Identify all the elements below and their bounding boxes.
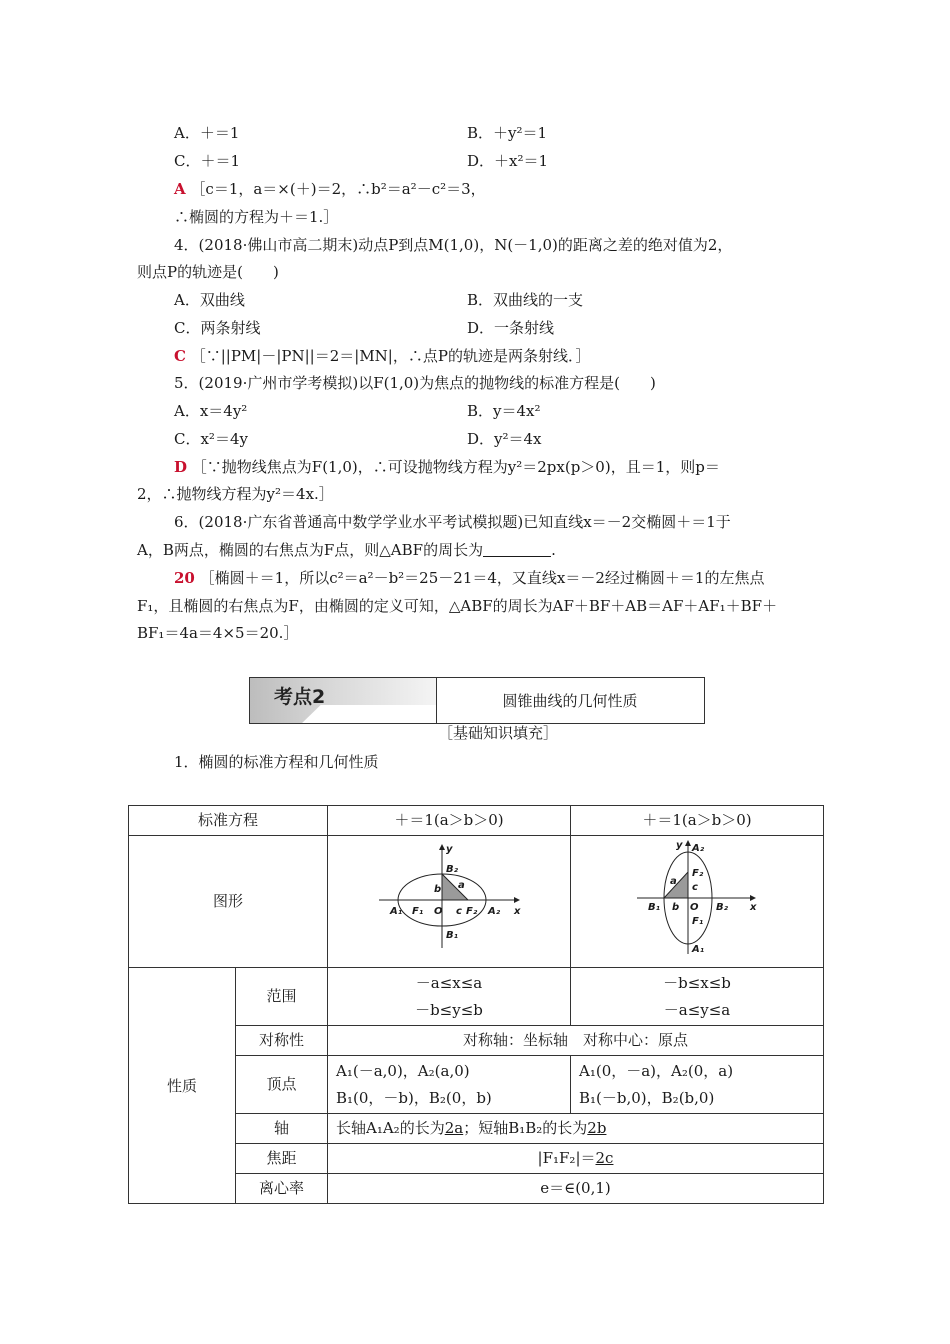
vertex2-b: B₁(－b,0)，B₂(b,0) [579,1088,715,1107]
table-row [129,968,824,1026]
q6-answer-line3: BF₁＝4a＝4×5＝20.］ [137,624,299,642]
range2-x: －b≤x≤b [663,973,731,992]
q5-option-a: A．x＝4y² [174,402,248,420]
symmetry-label-cell: 对称性 [236,1026,328,1056]
vertex-vertical-cell [571,1056,824,1114]
focal-value: 2c [595,1149,614,1167]
q4-stem-line2: 则点P的轨迹是( ) [137,263,279,281]
q6-answer-text: ［椭圆＋＝1，所以c²＝a²－b²＝25－21＝4，又直线x＝－2经过椭圆＋＝1的左焦点 [199,569,765,587]
q6-stem-text: A，B两点，椭圆的右焦点为F点，则△ABF的周长为 [137,541,484,559]
label-a2: A₂ [692,843,705,854]
q3-answer-letter: A [174,180,186,198]
q6-stem-line2 [137,540,556,560]
y-axis-arrow-icon [439,844,445,850]
label-b1: B₁ [446,930,459,941]
q3-option-c: C．＋＝1 [174,152,241,170]
q4-stem-line1: 4．(2018·佛山市高二期末)动点P到点M(1,0)，N(－1,0)的距离之差的绝对值为2， [174,236,733,254]
q3-option-b: B．＋y²＝1 [467,124,548,142]
q5-option-d: D．y²＝4x [467,430,542,448]
symmetry-text-cell: 对称轴：坐标轴 对称中心：原点 [328,1026,824,1056]
focal-text-pre: |F₁F₂|＝ [537,1149,596,1167]
vertical-ellipse-figure [632,838,762,956]
label-x: x [514,906,521,917]
q4-option-c: C．两条射线 [174,319,261,337]
label-f2: F₂ [466,906,478,917]
vertex1-b: B₁(0，－b)，B₂(0，b) [336,1088,492,1107]
axis-text-mid: ；短轴B₁B₂的长为 [463,1119,588,1137]
section-header [249,677,705,724]
graph-vertical-cell [571,836,824,968]
label-a1: A₁ [390,906,403,917]
label-a1: A₁ [692,944,705,955]
equation-vertical: ＋＝1(a＞b＞0) [571,806,824,836]
vertex-label-cell: 顶点 [236,1056,328,1114]
label-c: c [692,882,698,893]
section-item-1: 1．椭圆的标准方程和几何性质 [174,753,379,771]
q5-answer-text: ［∵抛物线焦点为F(1,0)，∴可设抛物线方程为y²＝2px(p＞0)，且＝1，则p＝ [191,458,720,476]
focal-label-cell: 焦距 [236,1144,328,1174]
range-vertical-cell [571,968,824,1026]
y-axis-arrow-icon [685,840,691,846]
x-axis-arrow-icon [514,897,520,903]
q4-option-d: D．一条射线 [467,319,555,337]
section-badge-label: 考点2 [274,686,326,708]
vertex-horizontal-cell [328,1056,571,1114]
q3-option-d: D．＋x²＝1 [467,152,549,170]
section-title: 圆锥曲线的几何性质 [502,692,638,710]
vertex2-a: A₁(0，－a)，A₂(0，a) [579,1061,734,1080]
q4-option-b: B．双曲线的一支 [467,291,584,309]
label-y: y [676,840,683,851]
label-f1: F₁ [412,906,424,917]
range2-y: －a≤y≤a [663,1000,731,1019]
axis-long-value: 2a [444,1119,464,1137]
graph-horizontal-cell [328,836,571,968]
ellipse-properties-table [128,805,824,1204]
q5-answer-line2: 2，∴抛物线方程为y²＝4x.］ [137,485,334,503]
q5-stem: 5．(2019·广州市学考模拟)以F(1,0)为焦点的抛物线的标准方程是( ) [174,374,656,392]
range1-y: －b≤y≤b [415,1000,483,1019]
label-c: c [456,906,462,917]
range-horizontal-cell [328,968,571,1026]
q4-answer [174,346,590,366]
props-label-cell: 性质 [129,968,236,1204]
axis-short-value: 2b [587,1119,607,1137]
label-x: x [750,902,757,913]
q6-answer-line2: F₁，且椭圆的右焦点为F，由椭圆的定义可知，△ABF的周长为AF＋BF＋AB＝AF＋AF₁＋BF＋ [137,597,778,615]
label-f1: F₁ [692,916,704,927]
range1-x: －a≤x≤a [415,973,483,992]
q6-answer-number: 20 [174,569,195,587]
axis-label-cell: 轴 [236,1114,328,1144]
eccentricity-label-cell: 离心率 [236,1174,328,1204]
label-a: a [670,876,677,887]
vertex1-a: A₁(－a,0)，A₂(a,0) [336,1061,470,1080]
q3-option-a: A．＋＝1 [174,124,240,142]
graph-label-cell: 图形 [129,836,328,968]
q6-answer [174,568,764,588]
q6-stem-period: . [551,541,556,559]
q6-stem-line1: 6．(2018·广东省普通高中数学学业水平考试模拟题)已知直线x＝－2交椭圆＋＝1于 [174,513,731,531]
q6-answer-blank[interactable] [483,542,551,557]
q5-option-b: B．y＝4x² [467,402,541,420]
q5-answer-letter: D [174,458,188,476]
table-row [129,806,824,836]
label-b2: B₂ [446,864,459,875]
label-y: y [446,844,453,855]
axis-text-cell [328,1114,824,1144]
x-axis-arrow-icon [750,895,756,901]
q5-option-c: C．x²＝4y [174,430,248,448]
label-f2: F₂ [692,868,704,879]
focal-text-cell [328,1144,824,1174]
q4-option-a: A．双曲线 [174,291,245,309]
q4-answer-text: ［∵||PM|－|PN||＝2＝|MN|，∴点P的轨迹是两条射线．］ [190,347,591,365]
eccentricity-text-cell: e＝∈(0,1) [328,1174,824,1204]
label-o: O [434,906,443,917]
label-b1: B₁ [648,902,661,913]
q3-answer-text: ［c＝1，a＝×(＋)＝2，∴b²＝a²－c²＝3， [190,180,486,198]
section-subtitle: ［基础知识填充］ [438,724,559,742]
q5-answer [174,457,720,477]
label-b: b [672,902,680,913]
equation-horizontal: ＋＝1(a＞b＞0) [328,806,571,836]
header-label-cell: 标准方程 [129,806,328,836]
range-label-cell: 范围 [236,968,328,1026]
label-b: b [434,884,442,895]
axis-text-pre: 长轴A₁A₂的长为 [336,1119,445,1137]
horizontal-ellipse-figure [374,842,524,952]
label-b2: B₂ [716,902,729,913]
q4-answer-letter: C [174,347,186,365]
label-a: a [458,880,465,891]
q3-answer [174,179,486,199]
table-row [129,836,824,968]
label-a2: A₂ [488,906,501,917]
label-o: O [690,902,699,913]
q3-answer-line2: ∴椭圆的方程为＋＝1.］ [174,208,339,226]
